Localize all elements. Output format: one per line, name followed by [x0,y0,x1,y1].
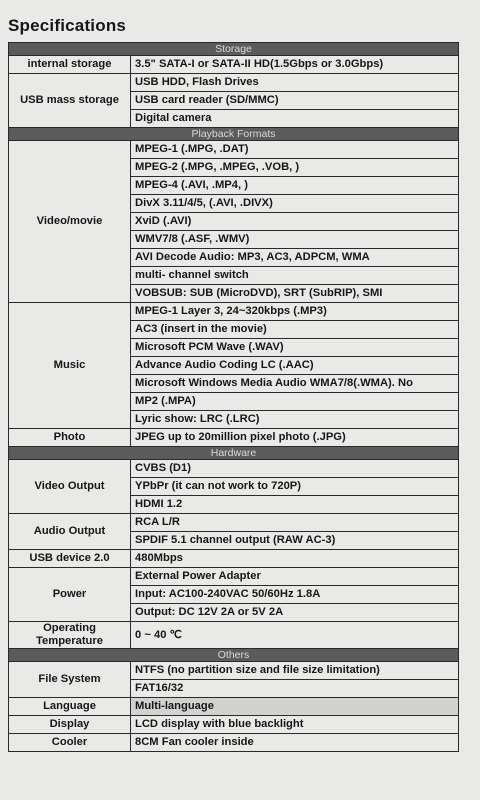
row-value: External Power Adapter [131,568,459,586]
row-value: WMV7/8 (.ASF, .WMV) [131,231,459,249]
table-row [9,550,459,568]
row-value: CVBS (D1) [131,460,459,478]
section-title: Hardware [9,447,459,460]
row-value: JPEG up to 20million pixel photo (.JPG) [131,429,459,447]
row-label: File System [9,662,131,698]
table-row [9,662,459,680]
table-row [9,56,459,74]
row-value: XviD (.AVI) [131,213,459,231]
row-value: MPEG-4 (.AVI, .MP4, ) [131,177,459,195]
row-value: MPEG-2 (.MPG, .MPEG, .VOB, ) [131,159,459,177]
row-value: LCD display with blue backlight [131,716,459,734]
table-row [9,568,459,586]
row-label: Power [9,568,131,622]
section-title: Storage [9,43,459,56]
row-value: 3.5" SATA-I or SATA-II HD(1.5Gbps or 3.0Gbps) [131,56,459,74]
section-title: Others [9,649,459,662]
row-label: internal storage [9,56,131,74]
row-value: Microsoft Windows Media Audio WMA7/8(.WMA). No [131,375,459,393]
table-row [9,716,459,734]
row-label: Audio Output [9,514,131,550]
row-value: USB card reader (SD/MMC) [131,92,459,110]
row-value: AVI Decode Audio: MP3, AC3, ADPCM, WMA [131,249,459,267]
section-header-hardware [9,447,459,460]
row-value: Lyric show: LRC (.LRC) [131,411,459,429]
row-value: Multi-language [131,698,459,716]
row-label: Music [9,303,131,429]
page-title: Specifications [8,16,127,35]
row-value: 8CM Fan cooler inside [131,734,459,752]
row-value: VOBSUB: SUB (MicroDVD), SRT (SubRIP), SMI [131,285,459,303]
row-label: Video/movie [9,141,131,303]
row-value: Output: DC 12V 2A or 5V 2A [131,604,459,622]
row-label: Display [9,716,131,734]
row-value: MP2 (.MPA) [131,393,459,411]
table-row [9,622,459,649]
section-title: Playback Formats [9,128,459,141]
row-label-line: Temperature [36,635,103,647]
row-value: NTFS (no partition size and file size limitation) [131,662,459,680]
row-value: MPEG-1 (.MPG, .DAT) [131,141,459,159]
row-value: RCA L/R [131,514,459,532]
row-value: USB HDD, Flash Drives [131,74,459,92]
specifications-table [8,42,459,752]
table-row [9,303,459,321]
table-row [9,74,459,92]
row-value: YPbPr (it can not work to 720P) [131,478,459,496]
row-value: AC3 (insert in the movie) [131,321,459,339]
row-value: Microsoft PCM Wave (.WAV) [131,339,459,357]
table-row [9,460,459,478]
table-row [9,141,459,159]
row-label [9,622,131,649]
row-value: FAT16/32 [131,680,459,698]
row-value: SPDIF 5.1 channel output (RAW AC-3) [131,532,459,550]
row-label: Photo [9,429,131,447]
row-value: MPEG-1 Layer 3, 24~320kbps (.MP3) [131,303,459,321]
section-header-playback [9,128,459,141]
table-row [9,514,459,532]
table-row [9,698,459,716]
row-label: USB mass storage [9,74,131,128]
row-label: Language [9,698,131,716]
row-label-line: Operating [43,622,96,634]
row-value: DivX 3.11/4/5, (.AVI, .DIVX) [131,195,459,213]
row-label: Cooler [9,734,131,752]
section-header-storage [9,43,459,56]
row-value: HDMI 1.2 [131,496,459,514]
row-value: 480Mbps [131,550,459,568]
row-value: Advance Audio Coding LC (.AAC) [131,357,459,375]
table-row [9,734,459,752]
row-value: multi- channel switch [131,267,459,285]
row-value: Digital camera [131,110,459,128]
section-header-others [9,649,459,662]
row-label: USB device 2.0 [9,550,131,568]
row-label: Video Output [9,460,131,514]
row-value: Input: AC100-240VAC 50/60Hz 1.8A [131,586,459,604]
row-value: 0 ~ 40 ℃ [131,622,459,649]
table-row [9,429,459,447]
